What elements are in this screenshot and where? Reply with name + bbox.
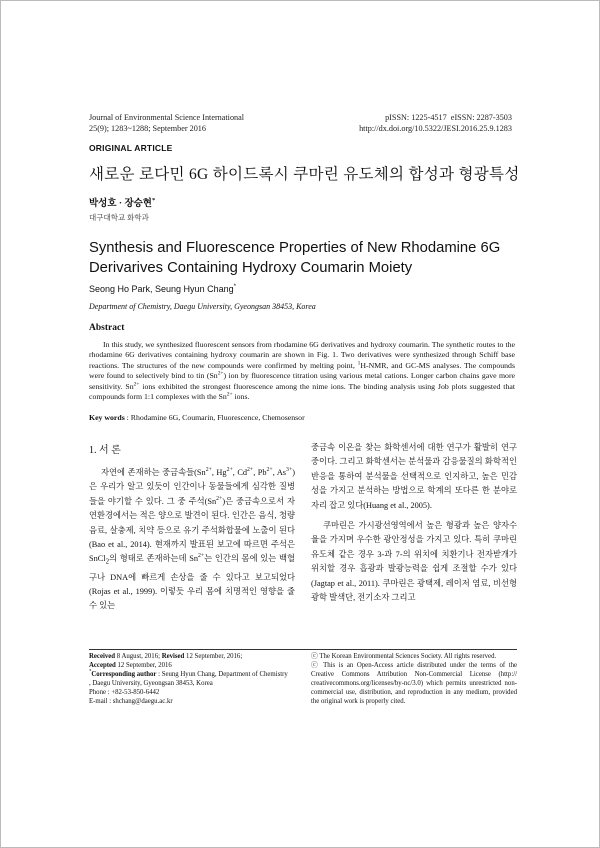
intro-paragraph: 중금속 이온을 찾는 화학센서에 대한 연구가 활발히 연구 중이다. 그리고 화학센서는 분석물과 감응물질의 화학적인 반응을 통하여 분석물을 선택적으로 인지하고, 높은 민감성을 가지고 분석하는 방법으로 학계의 또다른 한 분야로 자리 잡고 있다(Huang et al., 2005). [311, 443, 517, 510]
value: : Seung Hyun Chang, Department of Chemistry [156, 670, 288, 678]
abstract-part: H-NMR, and GC-MS analyses. The compounds were found to selectively bind to tin (Sn [89, 360, 515, 381]
keywords-label: Key words [89, 413, 125, 422]
sup: 2+ [226, 467, 233, 474]
label: Revised [161, 653, 185, 660]
email-line[interactable]: E-mail : shchang@daegu.ac.kr [89, 697, 173, 705]
english-authors [89, 284, 236, 294]
intro-right-column [311, 441, 517, 605]
abstract-part: In this study, we synthesized fluorescent sensors from rhodamine 6G derivatives and hydroxy coumarin. The synthetic routes to the rhodamine 6G derivatives containing hydroxy coumarin are shown in Fig. 1. Two derivatives were synthesized through Schiff base reactions. The structures of the new compounds were confirmed by melting point, [89, 340, 515, 370]
journal-volume: 25(9); 1283~1288; September 2016 [89, 124, 206, 133]
sup: 2+ [226, 391, 233, 398]
text: 는 인간의 몸에 있는 백혈구나 DNA에 빠르게 손상을 줄 수 있다고 보고되었다(Rojas et al., 1999). 이렇듯 우리 몸에 치명적인 영향을 줄 수 있는 [89, 554, 295, 611]
korean-author-names: 박성호 · 장승현 [89, 199, 152, 209]
corresponding-mark-en: * [233, 283, 237, 290]
article-info-footnote [89, 653, 301, 706]
corresponding-line [89, 671, 301, 680]
label: Received [89, 653, 116, 660]
korean-title: 새로운 로다민 6G 하이드록시 쿠마린 유도체의 합성과 형광특성 [89, 166, 520, 183]
doi-link[interactable]: http://dx.doi.org/10.5322/JESI.2016.25.9.1283 [359, 124, 512, 133]
sup: 2+ [205, 467, 212, 474]
intro-left-column [89, 466, 295, 614]
abstract-heading: Abstract [89, 323, 125, 333]
issn: pISSN: 1225-4517 eISSN: 2287-3503 [385, 113, 512, 122]
text: , Cd [232, 468, 248, 477]
sup: * [89, 669, 92, 675]
text: )은 우리가 알고 있듯이 인간이나 동물들에게 심각한 질병들을 야기할 수 있다. 그 중 주석(Sn [89, 468, 295, 506]
dates-line [89, 653, 301, 662]
footnote-divider [89, 649, 517, 650]
license-text: ⓒ This is an Open-Access article distributed under the terms of the Creative Commons Attribution Non-Commercial License (http:// creativecommons.org/licenses/by-nc/3.0) which permits unrestricted non-commercial use, distribution, and reproduction in any medium, provided the original work is properly cited. [311, 661, 517, 705]
sup: 3+ [286, 467, 293, 474]
abstract-part: ions. [232, 392, 250, 402]
journal-name: Journal of Environmental Science International [89, 113, 245, 122]
label: Corresponding author [91, 670, 157, 678]
english-title: Synthesis and Fluorescence Properties of New Rhodamine 6G Derivarives Containing Hydroxy Coumarin Moiety [89, 240, 501, 276]
text: , Hg [211, 468, 227, 477]
journal-header-left [89, 112, 244, 134]
sup: 2+ [266, 467, 273, 474]
section-heading-intro: 1. 서 론 [89, 445, 121, 456]
sup: 2+ [247, 467, 254, 474]
text: 의 형태로 존재하는데 Sn [109, 554, 198, 564]
journal-header-right [359, 112, 512, 134]
text: )은 중금속으로서 자연환경에서는 적은 양으로 발견이 된다. 인간은 음식, 청량음료, 살충제, 치약 등으로 유기 주석화합물에 노출이 된다(Bao et al., 2014). 현재까지 발표된 보고에 따르면 주석은 SnCl [89, 496, 295, 564]
english-affiliation: Department of Chemistry, Daegu University, Gyeongsan 38453, Korea [89, 302, 316, 311]
sup: 2+ [133, 381, 140, 388]
english-author-names: Seong Ho Park, Seung Hyun Chang [89, 284, 234, 294]
keywords-values: : Rhodamine 6G, Coumarin, Fluorescence, Chemosensor [124, 413, 305, 422]
text: , Pb [253, 468, 267, 477]
copyright-line: ⓒ The Korean Environmental Sciences Society. All rights reserved. [311, 653, 497, 660]
keywords [89, 413, 305, 422]
phone-line: Phone : +82-53-850-6442 [89, 688, 160, 696]
value: 8 August, 2016; [115, 653, 162, 660]
license-footnote [311, 653, 517, 706]
corresponding-line-2: , Daegu University, Gyeongsan 38453, Korea [89, 679, 213, 687]
korean-authors [89, 195, 155, 209]
text: , As [272, 468, 287, 477]
abstract-part: ) ion by fluorescence titration using various metal cations. Longer carbon chains gave more sensitivity. Sn [89, 371, 516, 391]
text: 자연에 존재하는 중금속들(Sn [101, 468, 206, 477]
corresponding-mark: * [151, 196, 156, 204]
sup: 2+ [197, 553, 205, 560]
value: 12 September, 2016 [115, 661, 172, 669]
intro-paragraph: 쿠마린은 가시광선영역에서 높은 형광과 높은 양자수율을 가지며 우수한 광안정성을 가지고 있다. 특히 쿠마린 유도체 같은 경우 3-과 7-의 위치에 치환기나 전자받개가 위치할 경우 흡광과 발광능력을 쉽게 조절할 수가 있다(Jagtap et al., 2011). 쿠마린은 광택제, 레이저 염료, 비선형 광학 발색단, 전기소자 그리고 [311, 521, 517, 603]
abstract-part: ions exhibited the strongest fluorescence among the nime ions. The binding analysis using Job plots suggested that compounds form 1:1 complexes with the Sn [89, 381, 515, 402]
sub: 2 [105, 559, 110, 567]
sup: 2+ [216, 496, 223, 503]
article-type: ORIGINAL ARTICLE [89, 143, 173, 153]
korean-affiliation: 대구대학교 화학과 [89, 213, 149, 222]
sup: 1 [357, 360, 361, 367]
sup: 2+ [217, 370, 224, 377]
abstract-text [89, 340, 515, 402]
accepted-line [89, 662, 301, 671]
value: 12 September, 2016; [184, 653, 243, 660]
label: Accepted [89, 661, 116, 669]
